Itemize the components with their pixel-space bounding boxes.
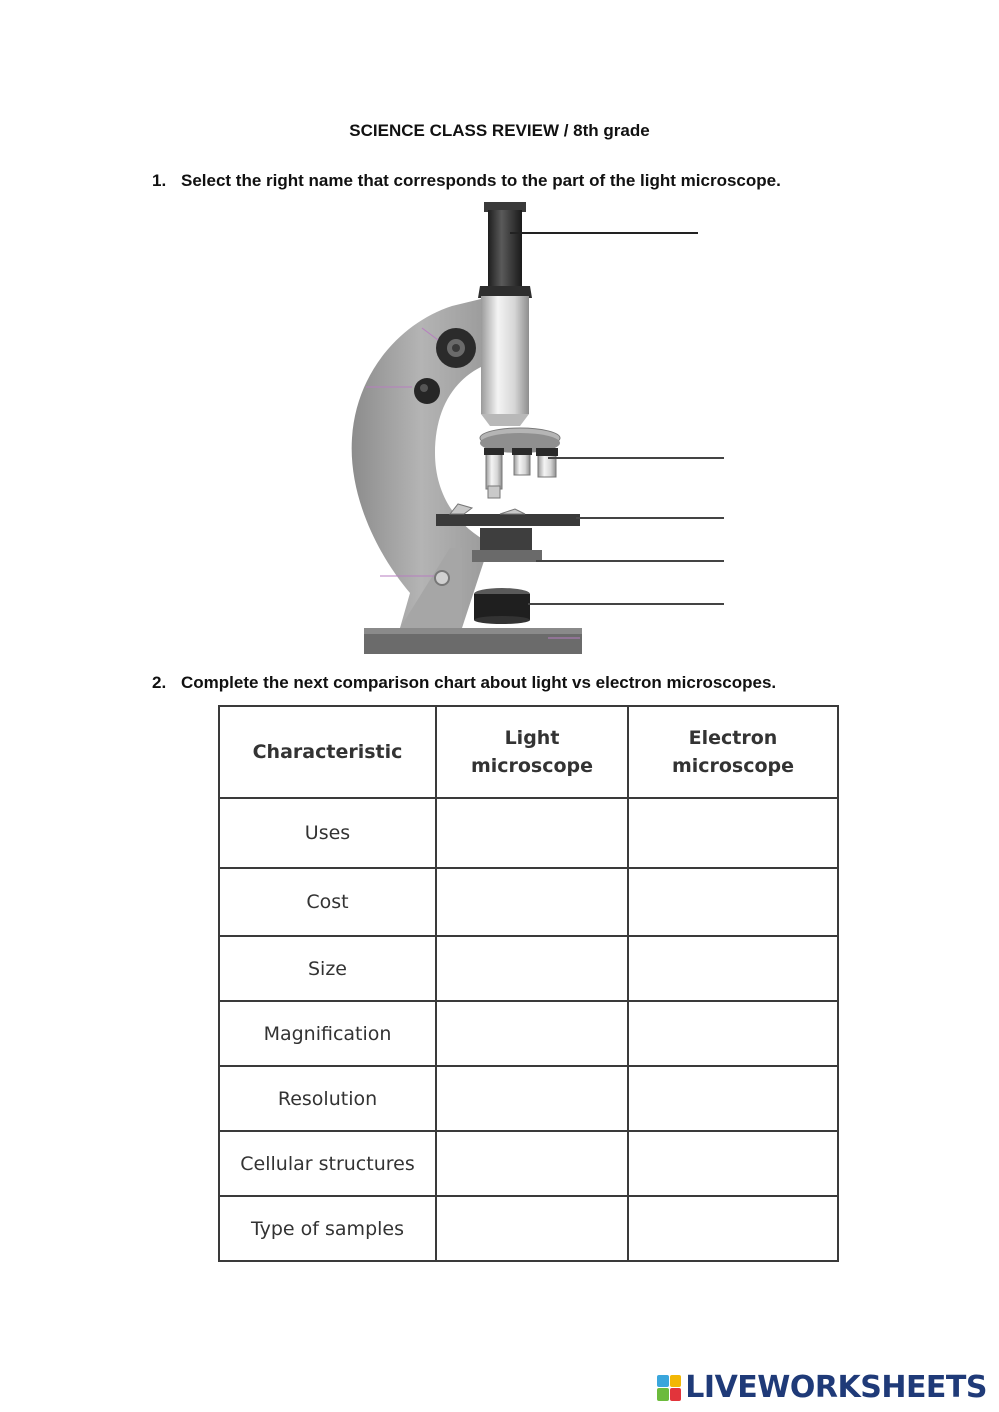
objective-lenses bbox=[484, 448, 558, 498]
row-label-uses: Uses bbox=[219, 798, 436, 868]
header-electron-microscope: Electron microscope bbox=[628, 706, 838, 798]
diaphragm bbox=[472, 528, 542, 562]
electron-cellular-structures-cell[interactable] bbox=[628, 1131, 838, 1196]
light-uses-cell[interactable] bbox=[436, 798, 628, 868]
header-characteristic: Characteristic bbox=[219, 706, 436, 798]
electron-magnification-cell[interactable] bbox=[628, 1001, 838, 1066]
table-row bbox=[219, 798, 838, 868]
light-resolution-cell[interactable] bbox=[436, 1066, 628, 1131]
logo-mark-icon bbox=[657, 1375, 681, 1401]
microscope-base bbox=[364, 628, 582, 654]
table-row bbox=[219, 1131, 838, 1196]
stage bbox=[436, 504, 580, 526]
fine-adjustment-knob bbox=[414, 378, 440, 404]
question-1-text: Select the right name that corresponds to the part of the light microscope. bbox=[181, 171, 781, 190]
logo-square-2 bbox=[670, 1375, 682, 1388]
logo-square-1 bbox=[657, 1375, 669, 1388]
worksheet-title: SCIENCE CLASS REVIEW / 8th grade bbox=[349, 121, 650, 140]
row-label-size: Size bbox=[219, 936, 436, 1001]
question-2-text: Complete the next comparison chart about light vs electron microscopes. bbox=[181, 673, 777, 692]
question-2 bbox=[152, 673, 776, 693]
microscope-diagram bbox=[340, 198, 740, 660]
liveworksheets-logo bbox=[657, 1370, 987, 1405]
row-label-cost: Cost bbox=[219, 868, 436, 936]
light-magnification-cell[interactable] bbox=[436, 1001, 628, 1066]
comparison-table bbox=[218, 705, 839, 1262]
table-header-row bbox=[219, 706, 838, 798]
light-cost-cell[interactable] bbox=[436, 868, 628, 936]
question-2-number: 2. bbox=[152, 673, 167, 692]
row-label-cellular-structures: Cellular structures bbox=[219, 1131, 436, 1196]
table-row bbox=[219, 1066, 838, 1131]
table-row bbox=[219, 868, 838, 936]
logo-square-4 bbox=[670, 1388, 682, 1401]
body-tube bbox=[481, 296, 529, 426]
eyepiece bbox=[478, 202, 532, 298]
row-label-resolution: Resolution bbox=[219, 1066, 436, 1131]
header-light-microscope: Light microscope bbox=[436, 706, 628, 798]
row-label-magnification: Magnification bbox=[219, 1001, 436, 1066]
light-size-cell[interactable] bbox=[436, 936, 628, 1001]
light-type-of-samples-cell[interactable] bbox=[436, 1196, 628, 1261]
arm-screw bbox=[435, 571, 449, 585]
light-source bbox=[474, 588, 530, 624]
electron-cost-cell[interactable] bbox=[628, 868, 838, 936]
table-row bbox=[219, 936, 838, 1001]
logo-text: LIVEWORKSHEETS bbox=[685, 1370, 987, 1405]
electron-uses-cell[interactable] bbox=[628, 798, 838, 868]
electron-size-cell[interactable] bbox=[628, 936, 838, 1001]
table-row bbox=[219, 1001, 838, 1066]
electron-resolution-cell[interactable] bbox=[628, 1066, 838, 1131]
coarse-adjustment-knob bbox=[436, 328, 476, 368]
question-1-number: 1. bbox=[152, 171, 167, 190]
logo-square-3 bbox=[657, 1388, 669, 1401]
question-1 bbox=[152, 171, 781, 191]
light-cellular-structures-cell[interactable] bbox=[436, 1131, 628, 1196]
table-row bbox=[219, 1196, 838, 1261]
electron-type-of-samples-cell[interactable] bbox=[628, 1196, 838, 1261]
row-label-type-of-samples: Type of samples bbox=[219, 1196, 436, 1261]
